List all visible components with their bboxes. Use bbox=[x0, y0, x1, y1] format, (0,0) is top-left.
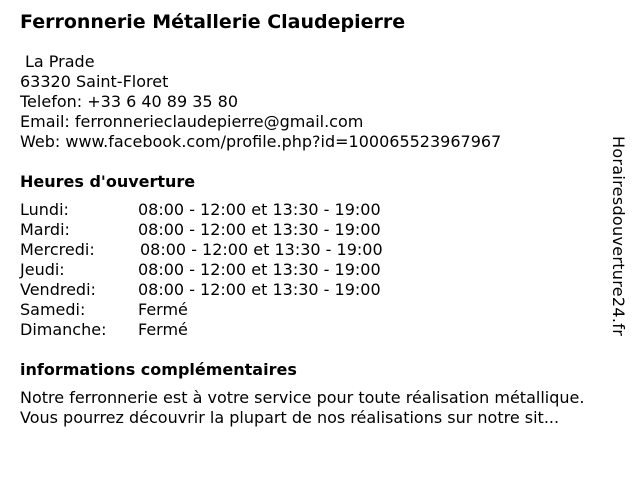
additional-info-text bbox=[20, 388, 620, 428]
hours-row-sunday bbox=[20, 320, 610, 340]
day-label: Lundi: bbox=[20, 200, 69, 219]
hours-row-saturday bbox=[20, 300, 610, 320]
web-line: Web: www.facebook.com/profile.php?id=100065523967967 bbox=[20, 132, 502, 151]
day-label: Samedi: bbox=[20, 300, 86, 319]
info-text-line-2: Vous pourrez découvrir la plupart de nos réalisations sur notre sit... bbox=[20, 408, 560, 427]
address-street: La Prade bbox=[25, 52, 95, 71]
time-value: 08:00 - 12:00 et 13:30 - 19:00 bbox=[138, 220, 381, 239]
hours-row-thursday bbox=[20, 260, 610, 280]
info-text-line-1: Notre ferronnerie est à votre service pour toute réalisation métallique. bbox=[20, 388, 585, 407]
day-label: Jeudi: bbox=[20, 260, 65, 279]
hours-row-friday bbox=[20, 280, 610, 300]
time-value: 08:00 - 12:00 et 13:30 - 19:00 bbox=[138, 260, 381, 279]
time-value: 08:00 - 12:00 et 13:30 - 19:00 bbox=[138, 200, 381, 219]
hours-row-monday bbox=[20, 200, 610, 220]
time-value: Fermé bbox=[138, 320, 188, 339]
day-label: Dimanche: bbox=[20, 320, 107, 339]
additional-info-heading: informations complémentaires bbox=[20, 360, 297, 379]
hours-row-wednesday bbox=[20, 240, 610, 260]
address-city: 63320 Saint-Floret bbox=[20, 72, 169, 91]
day-label: Mercredi: bbox=[20, 240, 95, 259]
time-value: 08:00 - 12:00 et 13:30 - 19:00 bbox=[138, 280, 381, 299]
opening-hours-heading: Heures d'ouverture bbox=[20, 172, 196, 191]
email-line: Email: ferronnerieclaudepierre@gmail.com bbox=[20, 112, 364, 131]
hours-row-tuesday bbox=[20, 220, 610, 240]
business-card bbox=[20, 10, 610, 428]
day-label: Vendredi: bbox=[20, 280, 96, 299]
phone-line: Telefon: +33 6 40 89 35 80 bbox=[20, 92, 239, 111]
day-label: Mardi: bbox=[20, 220, 70, 239]
site-watermark: Horairesdouverture24.fr bbox=[609, 136, 628, 337]
business-name: Ferronnerie Métallerie Claudepierre bbox=[20, 11, 406, 33]
time-value: 08:00 - 12:00 et 13:30 - 19:00 bbox=[140, 240, 383, 259]
time-value: Fermé bbox=[138, 300, 188, 319]
